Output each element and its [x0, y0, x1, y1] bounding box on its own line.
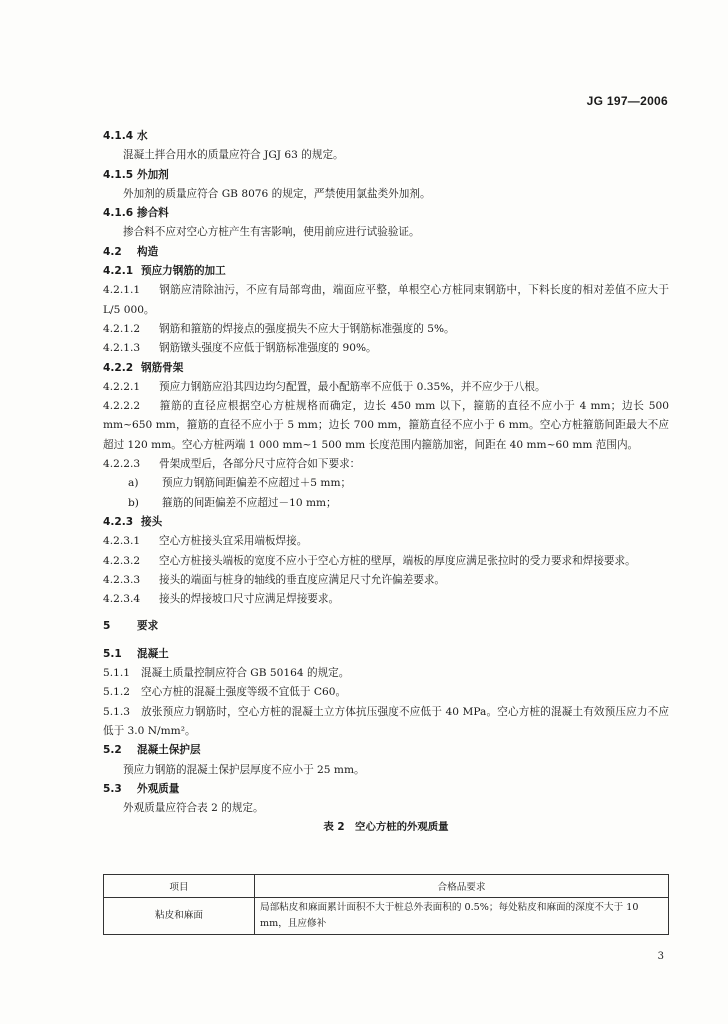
- clause: 5.1.2 空心方桩的混凝土强度等级不宜低于 C60。: [103, 686, 347, 699]
- clause: 4.2.2.3 骨架成型后，各部分尺寸应符合如下要求：: [103, 458, 361, 471]
- clause: 4.2.3.3 接头的端面与桩身的轴线的垂直度应满足尺寸允许偏差要求。: [103, 573, 446, 586]
- section-heading: 4.1.4 水: [103, 130, 148, 142]
- clause: 4.2.1.2 钢筋和箍筋的焊接点的强度损失不应大于钢筋标准强度的 5%。: [103, 322, 455, 335]
- section-heading: 4.2 构造: [103, 245, 159, 258]
- table-row: [104, 898, 669, 935]
- table-cell: 局部粘皮和麻面累计面积不大于桩总外表面积的 0.5%；每处粘皮和麻面的深度不大于 10 mm，且应修补: [255, 898, 669, 935]
- clause: 4.2.3.4 接头的焊接坡口尺寸应满足焊接要求。: [103, 593, 340, 606]
- page-number: 3: [657, 951, 664, 962]
- section-heading: 4.1.6 掺合料: [103, 207, 169, 220]
- paragraph: 外加剂的质量应符合 GB 8076 的规定，严禁使用氯盐类外加剂。: [123, 187, 431, 200]
- document-body: [103, 127, 669, 837]
- clause: 4.2.2.2 箍筋的直径应根据空心方桩规格而确定，边长 450 mm 以下，箍筋的直径不应小于 4 mm；边长 500 mm~650 mm，箍筋的直径不应小于 5 mm；边长 700 mm，箍筋直径不应小于 6 mm。空心方桩箍筋间距最大不应超过 120 mm。空心方桩两端 1 000 mm~1 500 mm 长度范围内箍筋加密，间距在 40 mm~60 mm 范围内。: [103, 400, 669, 451]
- standard-code: JG 197—2006: [586, 94, 668, 108]
- clause: 4.2.2.1 预应力钢筋应沿其四边均匀配置，最小配筋率不应低于 0.35%，并不应少于八根。: [103, 380, 546, 393]
- clause: 4.2.1.1 钢筋应清除油污，不应有局部弯曲，端面应平整，单根空心方桩同束钢筋中，下料长度的相对差值不应大于 L/5 000。: [103, 284, 669, 316]
- paragraph: 混凝土拌合用水的质量应符合 JGJ 63 的规定。: [123, 149, 344, 162]
- chapter-heading: 5 要求: [103, 620, 159, 633]
- section-heading: 5.3 外观质量: [103, 782, 180, 795]
- table-cell: 粘皮和麻面: [104, 898, 255, 935]
- clause: 4.2.1.3 钢筋镦头强度不应低于钢筋标准强度的 90%。: [103, 342, 377, 355]
- clause: 4.2.3.1 空心方桩接头宜采用端板焊接。: [103, 535, 308, 548]
- spacer: [103, 637, 669, 645]
- list-item: b) 箍筋的间距偏差不应超过－10 mm；: [128, 496, 337, 509]
- section-heading: 4.1.5 外加剂: [103, 168, 169, 181]
- clause: 5.1.3 放张预应力钢筋时，空心方桩的混凝土立方体抗压强度不应低于 40 MPa。空心方桩的混凝土有效预压应力不应低于 3.0 N/mm²。: [103, 705, 669, 737]
- section-heading: 4.2.3 接头: [103, 515, 163, 528]
- section-heading: 4.2.1 预应力钢筋的加工: [103, 265, 226, 278]
- table-caption: 表 2 空心方桩的外观质量: [323, 821, 449, 834]
- section-heading: 5.1 混凝土: [103, 647, 169, 660]
- table-header-cell: 项目: [104, 875, 255, 898]
- list-item: a) 预应力钢筋间距偏差不应超过＋5 mm；: [128, 477, 352, 490]
- table-header-cell: 合格品要求: [255, 875, 669, 898]
- clause: 4.2.3.2 空心方桩接头端板的宽度不应小于空心方桩的壁厚，端板的厚度应满足张拉时的受力要求和焊接要求。: [103, 554, 636, 567]
- paragraph: 预应力钢筋的混凝土保护层厚度不应小于 25 mm。: [123, 763, 365, 776]
- paragraph: 掺合料不应对空心方桩产生有害影响，使用前应进行试验验证。: [123, 226, 420, 239]
- section-heading: 5.2 混凝土保护层: [103, 744, 201, 757]
- clause: 5.1.1 混凝土质量控制应符合 GB 50164 的规定。: [103, 667, 350, 680]
- appearance-quality-table: [103, 874, 669, 935]
- spacer: [103, 609, 669, 617]
- section-heading: 4.2.2 钢筋骨架: [103, 361, 184, 374]
- table-header-row: [104, 875, 669, 898]
- paragraph: 外观质量应符合表 2 的规定。: [123, 802, 264, 815]
